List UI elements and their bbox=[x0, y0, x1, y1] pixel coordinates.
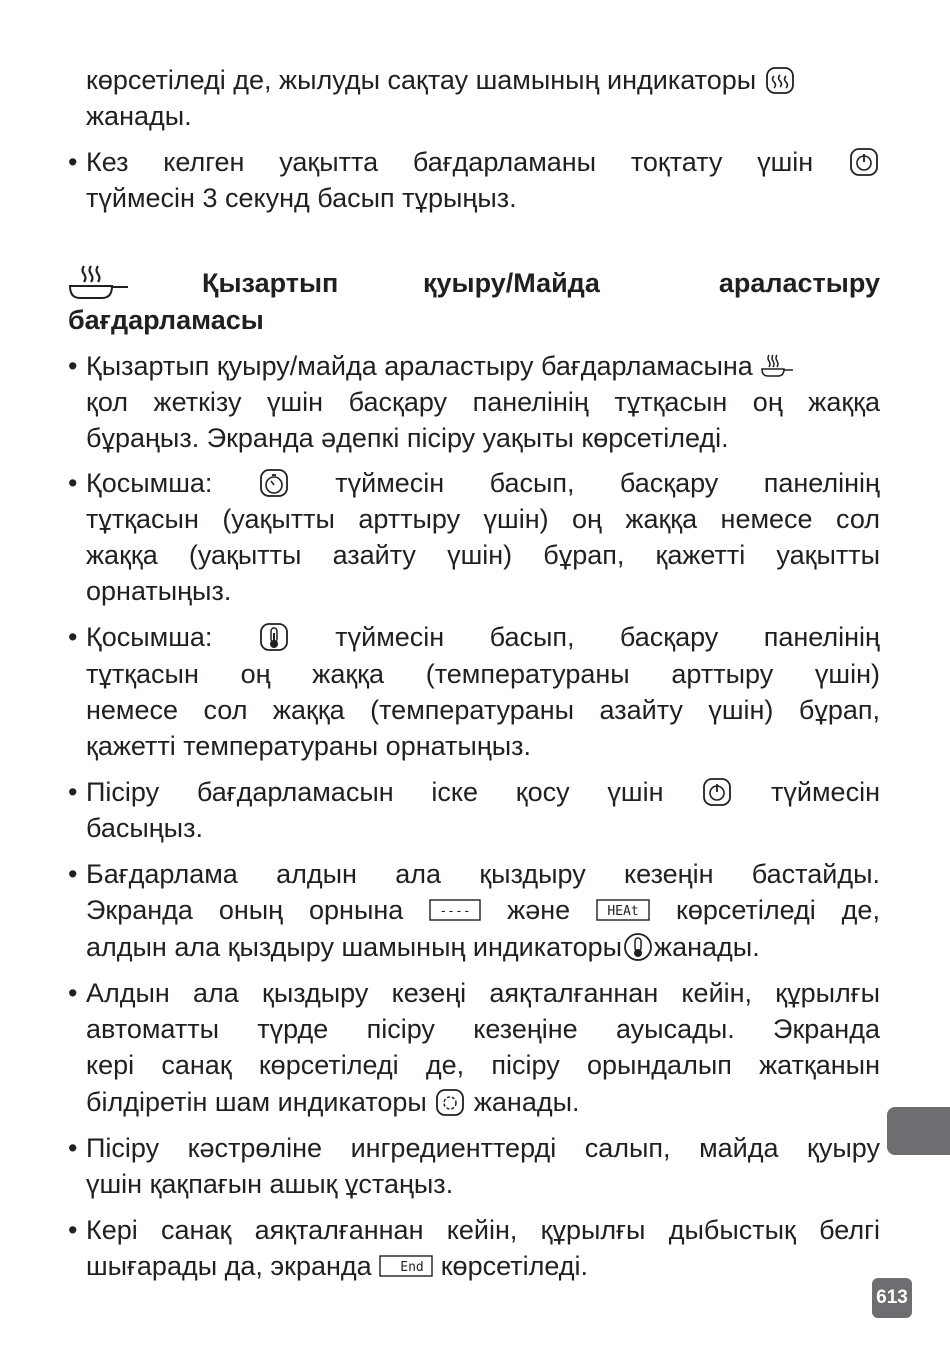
bullet: • bbox=[68, 622, 78, 652]
text: Пісіру кәстрөліне ингредиенттерді салып, майда қуыру bbox=[86, 1133, 880, 1163]
cooking-indicator-icon bbox=[434, 1086, 466, 1118]
text-line bbox=[86, 1011, 880, 1047]
text: немесе сол жаққа (температураны азайту үшін) бұрап, bbox=[86, 695, 880, 725]
text: Кері санақ аяқталғаннан кейін, құрылғы дыбыстық белгі bbox=[86, 1215, 880, 1245]
text-line bbox=[86, 975, 880, 1011]
text: түймесін bbox=[771, 777, 880, 807]
display-heat-icon bbox=[596, 899, 650, 921]
text-line bbox=[86, 98, 880, 134]
timer-button-icon bbox=[258, 467, 290, 499]
temperature-button-icon bbox=[258, 621, 290, 653]
text: Бағдарлама алдын ала қыздыру кезеңін бастайды. bbox=[86, 859, 880, 889]
text: Алдын ала қыздыру кезеңі аяқталғаннан кейін, құрылғы bbox=[86, 978, 880, 1008]
text-line bbox=[86, 1212, 880, 1248]
text: Кез келген уақытта бағдарламаны тоқтату үшін bbox=[86, 147, 814, 177]
display-text: ---- bbox=[439, 903, 471, 919]
text: тұтқасын (уақытты арттыру үшін) оң жаққа немесе сол bbox=[86, 504, 880, 534]
text-line bbox=[86, 1047, 880, 1083]
bullet: • bbox=[68, 1133, 78, 1163]
text: автоматты түрде пісіру кезеңіне ауысады. Экранда bbox=[86, 1014, 880, 1044]
text-line bbox=[86, 348, 880, 384]
start-stop-icon bbox=[848, 146, 880, 178]
text: қол жеткізу үшін басқару панелінің тұтқасын оң жаққа bbox=[86, 387, 880, 417]
text: қажетті температураны орнатыңыз. bbox=[86, 731, 532, 761]
text: түймесін басып, басқару панелінің bbox=[335, 468, 880, 498]
text: жанады. bbox=[654, 932, 760, 962]
display-text: End bbox=[400, 1259, 424, 1275]
text: шығарады да, экранда bbox=[86, 1251, 372, 1281]
display-end-icon bbox=[379, 1255, 433, 1277]
section-heading-word: қуыру/Майда bbox=[423, 268, 600, 298]
text-line bbox=[86, 656, 880, 692]
text: Экранда оның орнына bbox=[86, 895, 404, 925]
text-line bbox=[86, 856, 880, 892]
page-number: 613 bbox=[872, 1278, 912, 1318]
text-line bbox=[86, 537, 880, 573]
language-tab bbox=[887, 1107, 950, 1155]
preheat-indicator-icon bbox=[622, 931, 654, 963]
text-line bbox=[86, 180, 880, 216]
text: тұтқасын оң жаққа (температураны арттыру үшін) bbox=[86, 659, 880, 689]
text-line bbox=[86, 892, 880, 928]
bullet: • bbox=[68, 978, 78, 1008]
text-line bbox=[86, 573, 880, 609]
text: көрсетіледі де, жылуды сақтау шамының индикаторы bbox=[86, 65, 757, 95]
text-line bbox=[86, 1166, 880, 1202]
text-line bbox=[86, 810, 880, 846]
display-dashes-icon bbox=[429, 899, 481, 921]
text: Қызартып қуыру/майда араластыру бағдарламасына bbox=[86, 351, 753, 381]
text: орнатыңыз. bbox=[86, 576, 232, 606]
text-line bbox=[86, 501, 880, 537]
bullet: • bbox=[68, 1215, 78, 1245]
text-line bbox=[86, 1084, 880, 1120]
text-line bbox=[86, 692, 880, 728]
text: алдын ала қыздыру шамының индикаторы bbox=[86, 932, 623, 962]
text: көрсетіледі. bbox=[440, 1251, 588, 1281]
text: бұраңыз. Экранда әдепкі пісіру уақыты көрсетіледі. bbox=[86, 423, 729, 453]
section-heading: бағдарламасы bbox=[68, 305, 264, 335]
text-line bbox=[86, 929, 880, 965]
text-line bbox=[86, 384, 880, 420]
brown-stir-fry-program-icon bbox=[760, 353, 794, 379]
text: кері санақ көрсетіледі де, пісіру орындалып жатқанын bbox=[86, 1050, 880, 1080]
text-line bbox=[86, 62, 880, 98]
text: Қосымша: bbox=[86, 622, 213, 652]
section-heading-word: Қызартып bbox=[202, 268, 339, 298]
text: жаққа (уақытты азайту үшін) бұрап, қажетті уақытты bbox=[86, 540, 880, 570]
text: көрсетіледі де, bbox=[676, 895, 880, 925]
text: Қосымша: bbox=[86, 468, 213, 498]
text: жанады. bbox=[86, 101, 192, 131]
text-line bbox=[86, 1130, 880, 1166]
bullet: • bbox=[68, 147, 78, 177]
bullet: • bbox=[68, 468, 78, 498]
bullet: • bbox=[68, 777, 78, 807]
brown-stir-fry-program-icon bbox=[68, 262, 130, 302]
text: және bbox=[507, 895, 571, 925]
text-line bbox=[86, 1248, 880, 1284]
text-line bbox=[86, 619, 880, 655]
text: түймесін 3 секунд басып тұрыңыз. bbox=[86, 183, 517, 213]
text-line bbox=[86, 728, 880, 764]
text-line bbox=[86, 420, 880, 456]
display-text: HEAt bbox=[607, 903, 639, 919]
start-stop-icon bbox=[701, 776, 733, 808]
bullet: • bbox=[68, 351, 78, 381]
text: білдіретін шам индикаторы bbox=[86, 1087, 427, 1117]
text: басыңыз. bbox=[86, 813, 203, 843]
text-line bbox=[86, 144, 880, 180]
text-line bbox=[86, 465, 880, 501]
text: түймесін басып, басқару панелінің bbox=[335, 622, 880, 652]
text: жанады. bbox=[473, 1087, 580, 1117]
text-line bbox=[86, 774, 880, 810]
keep-warm-icon bbox=[764, 64, 796, 96]
text: Пісіру бағдарламасын іске қосу үшін bbox=[86, 777, 664, 807]
bullet: • bbox=[68, 859, 78, 889]
text: үшін қақпағын ашық ұстаңыз. bbox=[86, 1169, 454, 1199]
section-heading-word: араластыру bbox=[718, 268, 880, 298]
